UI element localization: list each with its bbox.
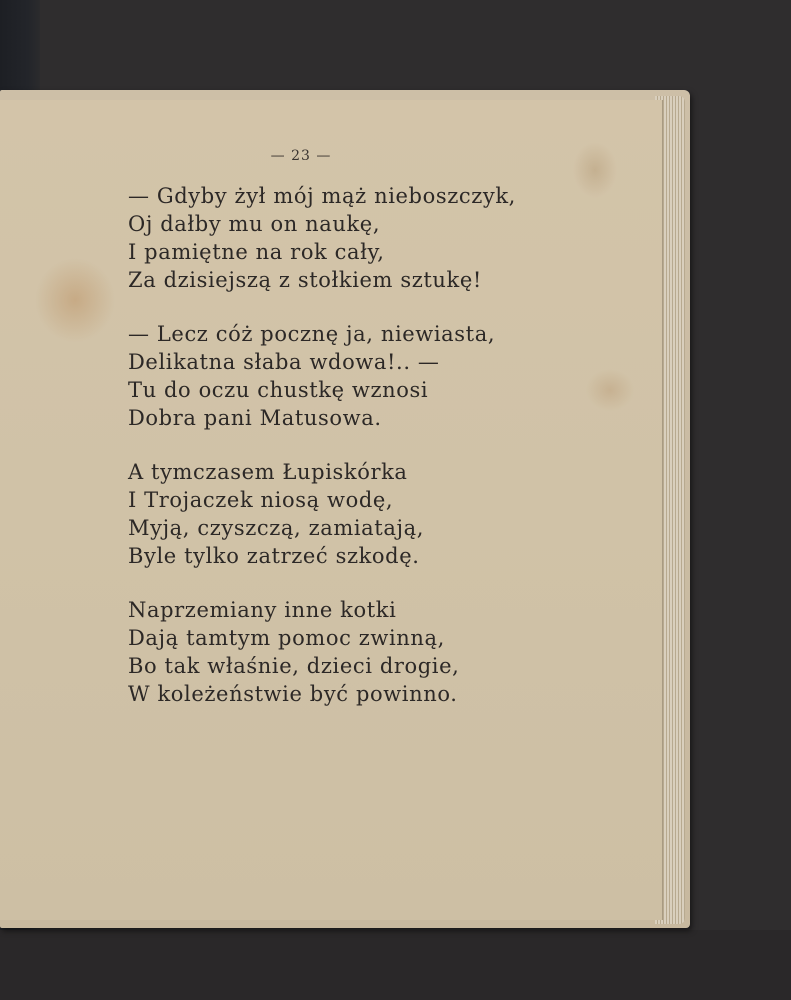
poem	[128, 182, 516, 734]
stanza-4	[128, 596, 516, 708]
poem-line: — Gdyby żył mój mąż nieboszczyk,	[128, 184, 516, 208]
poem-line: Myją, czyszczą, zamiatają,	[128, 516, 424, 540]
stanza-3	[128, 458, 516, 570]
poem-line: I pamiętne na rok cały,	[128, 240, 385, 264]
background-bottom	[0, 930, 791, 1000]
stanza-2	[128, 320, 516, 432]
stanza-1	[128, 182, 516, 294]
poem-line: — Lecz cóż pocznę ja, niewiasta,	[128, 322, 496, 346]
poem-line: Za dzisiejszą z stołkiem sztukę!	[128, 268, 482, 292]
poem-line: Oj dałby mu on naukę,	[128, 212, 381, 236]
poem-line: Delikatna słaba wdowa!.. —	[128, 350, 440, 374]
poem-line: Dobra pani Matusowa.	[128, 406, 382, 430]
poem-line: Bo tak właśnie, dzieci drogie,	[128, 654, 460, 678]
poem-line: Naprzemiany inne kotki	[128, 598, 397, 622]
poem-line: Byle tylko zatrzeć szkodę.	[128, 544, 420, 568]
poem-line: A tymczasem Łupiskórka	[128, 460, 408, 484]
poem-line: I Trojaczek niosą wodę,	[128, 488, 394, 512]
poem-line: Dają tamtym pomoc zwinną,	[128, 626, 445, 650]
book-page	[0, 100, 663, 920]
page-number: — 23 —	[270, 148, 332, 164]
poem-line: W koleżeństwie być powinno.	[128, 682, 458, 706]
poem-line: Tu do oczu chustkę wznosi	[128, 378, 429, 402]
